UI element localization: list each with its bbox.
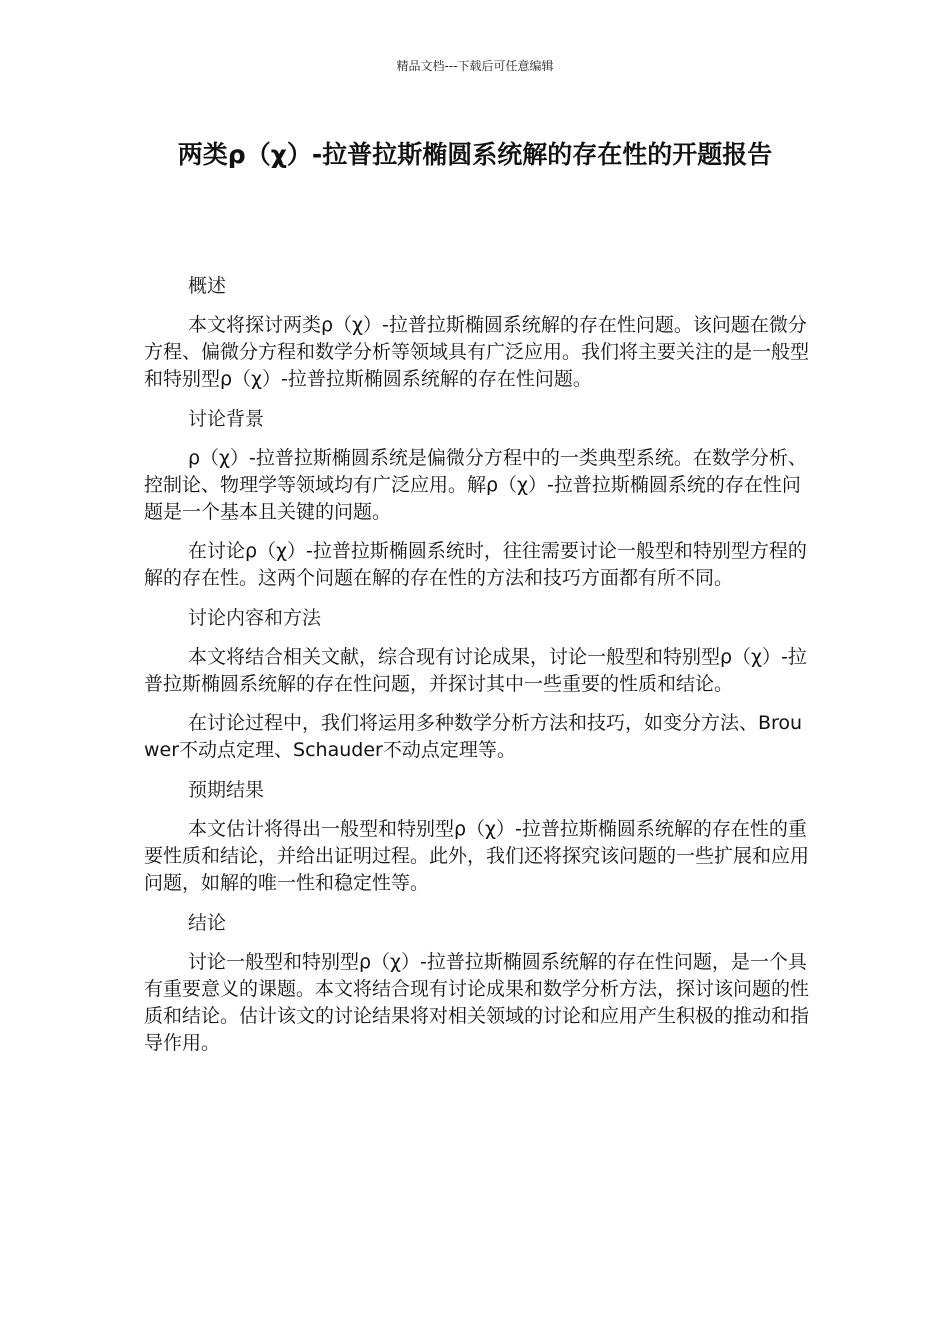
section-heading: 讨论内容和方法 [188,607,322,629]
section-heading: 概述 [188,275,227,297]
section-heading: 预期结果 [188,779,265,801]
section-conclusion [144,909,810,1057]
paragraph: 本文将结合相关文献，综合现有讨论成果，讨论一般型和特别型ρ（χ）-拉普拉斯椭圆系统解的存在性问题，并探讨其中一些重要的性质和结论。 [144,646,807,695]
document-title: 两类ρ（χ）-拉普拉斯椭圆系统解的存在性的开题报告 [177,140,773,169]
section-background [144,405,810,592]
paragraph: 本文估计将得出一般型和特别型ρ（χ）-拉普拉斯椭圆系统解的存在性的重要性质和结论，并给出证明过程。此外，我们还将探究该问题的一些扩展和应用问题，如解的唯一性和稳定性等。 [144,818,810,894]
section-expected-results [144,776,810,897]
paragraph: 在讨论过程中，我们将运用多种数学分析方法和技巧，如变分方法、Brouwer不动点定理、Schauder不动点定理等。 [144,712,803,761]
paragraph: 本文将探讨两类ρ（χ）-拉普拉斯椭圆系统解的存在性问题。该问题在微分方程、偏微分方程和数学分析等领域具有广泛应用。我们将主要关注的是一般型和特别型ρ（χ）-拉普拉斯椭圆系统解的存在性问题。 [144,314,810,390]
section-heading: 讨论背景 [188,408,265,430]
page-header: 精品文档---下载后可任意编辑 [396,59,554,73]
paragraph: ρ（χ）-拉普拉斯椭圆系统是偏微分方程中的一类典型系统。在数学分析、控制论、物理学等领域均有广泛应用。解ρ（χ）-拉普拉斯椭圆系统的存在性问题是一个基本且关键的问题。 [144,447,807,523]
section-heading: 结论 [188,912,227,934]
section-overview [144,272,810,393]
section-content-and-methods [144,604,810,764]
paragraph: 在讨论ρ（χ）-拉普拉斯椭圆系统时，往往需要讨论一般型和特别型方程的解的存在性。这两个问题在解的存在性的方法和技巧方面都有所不同。 [144,540,807,589]
paragraph: 讨论一般型和特别型ρ（χ）-拉普拉斯椭圆系统解的存在性问题，是一个具有重要意义的课题。本文将结合现有讨论成果和数学分析方法，探讨该问题的性质和结论。估计该文的讨论结果将对相关领域的讨论和应用产生积极的推动和指导作用。 [144,951,810,1054]
document-body [144,272,810,1069]
